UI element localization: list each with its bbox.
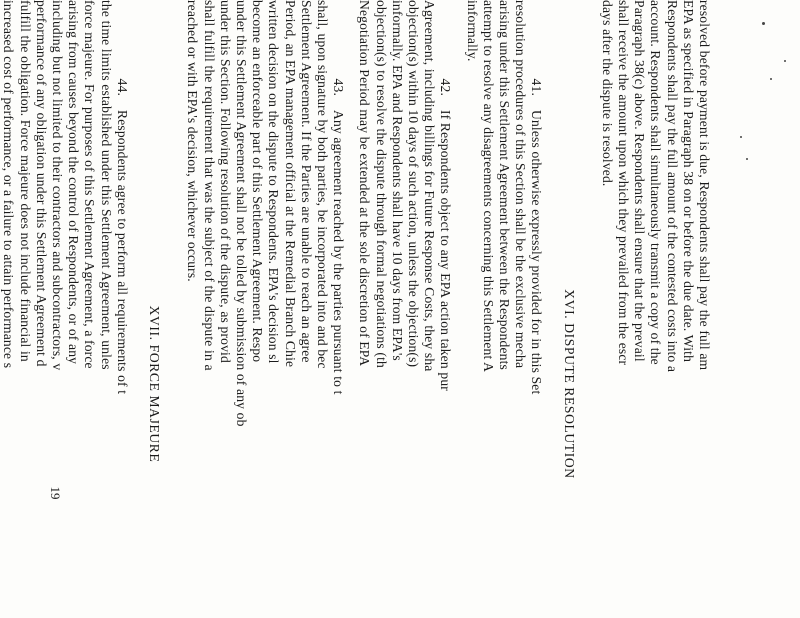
text-line: written decision on the dispute to Respondents. EPA's decision sl bbox=[266, 0, 282, 364]
scan-speck bbox=[770, 78, 772, 80]
text-line: fulfill the obligation. Force majeure does not include financial in bbox=[17, 0, 33, 362]
text-line: arising under this Settlement Agreement between the Respondents bbox=[496, 0, 512, 370]
scan-speck bbox=[740, 136, 742, 138]
paragraph-44 bbox=[0, 0, 130, 618]
text-line: informally. EPA and Respondents shall have 10 days from EPA's bbox=[389, 0, 405, 361]
text-line: become an enforceable part of this Settlement Agreement. Respo bbox=[250, 0, 266, 363]
text-line: resolution procedures of this Section shall be the exclusive mecha bbox=[513, 0, 529, 369]
paragraph-41 bbox=[463, 0, 544, 618]
text-line: objection(s) within 10 days of such action, unless the objection(s) bbox=[405, 0, 421, 368]
text-line: shall, upon signature by both parties, be incorporated into and bec bbox=[314, 0, 330, 369]
text-line: objection(s) to resolve the dispute through formal negotiations (th bbox=[373, 0, 389, 368]
paragraph-number: 44. bbox=[114, 78, 130, 96]
paragraph-43 bbox=[184, 0, 346, 618]
paragraph-number: 43. bbox=[331, 78, 347, 96]
text-line: days after the dispute is resolved. bbox=[599, 0, 615, 187]
text-line: account. Respondents shall simultaneously transmit a copy of the bbox=[648, 0, 664, 365]
text-line: including but not limited to their contractors and subcontractors, v bbox=[50, 0, 66, 371]
paragraph-number: 41. bbox=[529, 78, 545, 96]
section-xvii-heading: XVII. FORCE MAJEURE bbox=[147, 305, 163, 463]
text-line: shall fulfill the requirement that was the subject of the dispute in a bbox=[201, 0, 217, 371]
scan-speck bbox=[746, 158, 748, 160]
text-line: shall receive the amount upon which they prevailed from the escr bbox=[615, 0, 631, 366]
text-line: increased cost of performance, or a failure to attain performance s bbox=[1, 0, 17, 369]
text-line: under this Section. Following resolution of the dispute, as provid bbox=[217, 0, 233, 363]
text-line: Respondents shall pay the full amount of the contested costs into a bbox=[664, 0, 680, 373]
text-line: If Respondents object to any EPA action taken pur bbox=[438, 110, 454, 391]
text-line: reached or with EPA's decision, whichever occurs. bbox=[185, 0, 201, 282]
text-line: Negotiation Period may be extended at the sole discretion of EPA bbox=[357, 0, 373, 367]
scan-speck bbox=[784, 60, 786, 62]
text-line: Paragraph 38(c) above. Respondents shall ensure that the prevail bbox=[632, 0, 648, 362]
text-line bbox=[437, 0, 453, 618]
text-line: Respondents agree to perform all requirements of t bbox=[114, 110, 130, 395]
text-line: the time limits established under this Settlement Agreement, unles bbox=[98, 0, 114, 370]
text-line: EPA as specified in Paragraph 38 on or before the due date. With bbox=[680, 0, 696, 363]
text-line bbox=[528, 0, 544, 618]
text-line: Settlement Agreement. If the Parties are unable to reach an agree bbox=[298, 0, 314, 363]
text-line: arising from causes beyond the control of Respondents, or of any bbox=[66, 0, 82, 365]
section-xvi-heading: XVI. DISPUTE RESOLUTION bbox=[561, 289, 577, 479]
text-line: Agreement, including billings for Future Response Costs, they sha bbox=[422, 0, 438, 372]
text-line: Period, an EPA management official at the Remedial Branch Chie bbox=[282, 0, 298, 368]
scan-speck bbox=[762, 22, 765, 25]
top-paragraph bbox=[599, 0, 712, 618]
text-line: performance of any obligation under this Settlement Agreement d bbox=[33, 0, 49, 367]
page-number: 19 bbox=[48, 486, 63, 500]
text-line: Unless otherwise expressly provided for in this Set bbox=[529, 110, 545, 395]
text-line: informally. bbox=[464, 0, 480, 62]
text-line: attempt to resolve any disagreements concerning this Settlement A bbox=[480, 0, 496, 373]
paragraph-42 bbox=[356, 0, 453, 618]
text-line: Any agreement reached by the parties pursuant to t bbox=[331, 110, 347, 395]
text-line: resolved before payment is due, Respondents shall pay the full am bbox=[697, 0, 712, 371]
text-line: force majeure. For purposes of this Settlement Agreement, a force bbox=[82, 0, 98, 369]
paragraph-number: 42. bbox=[438, 78, 454, 96]
text-line bbox=[330, 0, 346, 618]
text-line bbox=[114, 0, 130, 618]
text-line: under this Settlement Agreement shall not be tolled by submission of any ob bbox=[233, 0, 249, 427]
